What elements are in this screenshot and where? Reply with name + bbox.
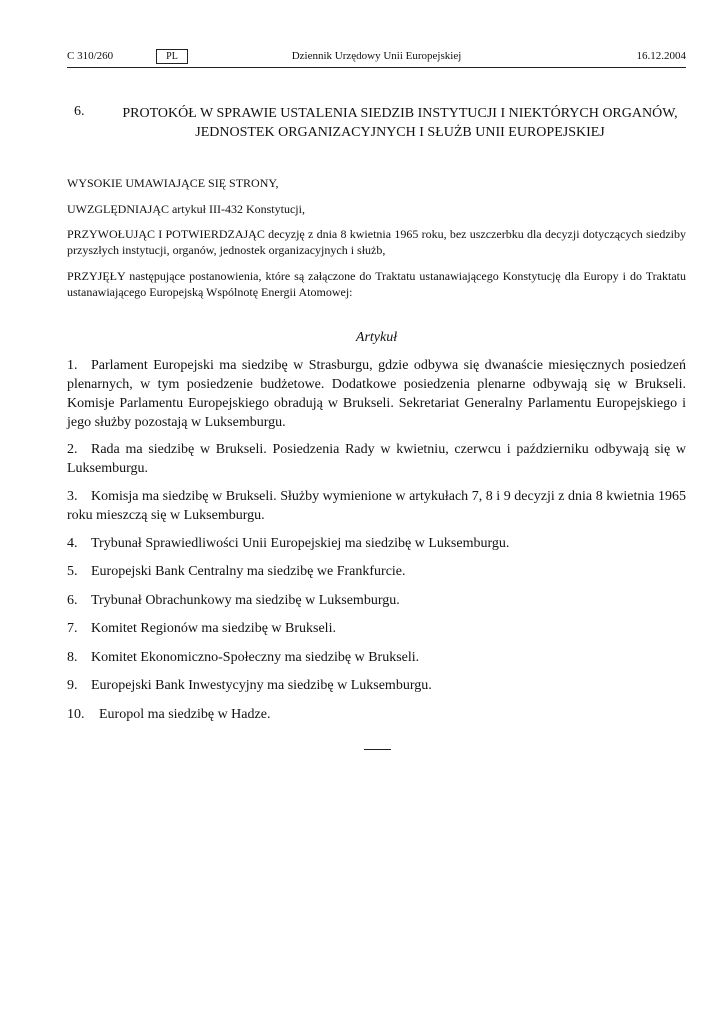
header-divider [67, 67, 686, 68]
preamble-parties: WYSOKIE UMAWIAJĄCE SIĘ STRONY, [67, 176, 279, 190]
point-number: 8. [67, 650, 78, 665]
article-point-1 [67, 356, 686, 432]
preamble-having-regard: UWZGLĘDNIAJĄC artykuł III-432 Konstytucji, [67, 202, 305, 216]
preamble-recalling: PRZYWOŁUJĄC I POTWIERDZAJĄC decyzję z dnia 8 kwietnia 1965 roku, bez uszczerbku dla decyzji dotyczących siedziby przyszłych instytucji, organów, jednostek organizacyjnych i służb, [67, 227, 686, 257]
point-text: Europejski Bank Inwestycyjny ma siedzibę w Luksemburgu. [91, 678, 432, 693]
article-point-8 [67, 648, 686, 667]
point-number: 5. [67, 564, 78, 579]
point-text: Europol ma siedzibę w Hadze. [99, 707, 271, 722]
point-number: 4. [67, 536, 78, 551]
point-number: 6. [67, 593, 78, 608]
article-point-4 [67, 534, 686, 553]
point-text: Trybunał Sprawiedliwości Unii Europejskiej ma siedzibę w Luksemburgu. [91, 536, 510, 551]
protocol-number: 6. [74, 104, 85, 119]
preamble-agreed: PRZYJĘŁY następujące postanowienia, które są załączone do Traktatu ustanawiającego Konstytucję dla Europy i do Traktatu ustanawiającego Europejską Wspólnotę Energii Atomowej: [67, 269, 686, 299]
page-header [67, 46, 686, 66]
point-text: Rada ma siedzibę w Brukseli. Posiedzenia Rady w kwietniu, czerwcu i październiku odbywają się w Luksemburgu. [67, 442, 686, 476]
closing-rule [364, 749, 391, 750]
article-point-10 [67, 705, 686, 724]
point-text: Trybunał Obrachunkowy ma siedzibę w Luksemburgu. [91, 593, 400, 608]
article-heading: Artykuł [355, 330, 398, 345]
protocol-title-line-2: JEDNOSTEK ORGANIZACYJNYCH I SŁUŻB UNII EUROPEJSKIEJ [195, 125, 605, 140]
point-number: 9. [67, 678, 78, 693]
point-number: 3. [67, 489, 78, 504]
point-text: Parlament Europejski ma siedzibę w Strasburgu, gdzie odbywa się dwanaście miesięcznych posiedzeń plenarnych, w tym posiedzenie budżetowe. Dodatkowe posiedzenia plenarne odbywają się w Brukseli. Komisje Parlamentu Europejskiego obradują w Brukseli. Sekretariat Generalny Parlamentu Europejskiego i jego służby pozostają w Luksemburgu. [67, 358, 686, 430]
article-point-2 [67, 440, 686, 478]
point-text: Komisja ma siedzibę w Brukseli. Służby wymienione w artykułach 7, 8 i 9 decyzji z dnia 8 kwietnia 1965 roku mieszczą się w Luksemburgu. [67, 489, 686, 523]
article-point-6 [67, 591, 686, 610]
point-text: Komitet Ekonomiczno-Społeczny ma siedzibę w Brukseli. [91, 650, 420, 665]
point-text: Komitet Regionów ma siedzibę w Brukseli. [91, 621, 336, 636]
article-point-9 [67, 676, 686, 695]
article-point-5 [67, 562, 686, 581]
article-point-7 [67, 619, 686, 638]
point-number: 2. [67, 442, 78, 457]
publication-date: 16.12.2004 [636, 50, 686, 62]
point-number: 7. [67, 621, 78, 636]
article-point-3 [67, 487, 686, 525]
point-number: 1. [67, 358, 78, 373]
point-text: Europejski Bank Centralny ma siedzibę we Frankfurcie. [91, 564, 406, 579]
language-badge: PL [156, 49, 188, 64]
protocol-title-line-1: PROTOKÓŁ W SPRAWIE USTALENIA SIEDZIB INSTYTUCJI I NIEKTÓRYCH ORGANÓW, [122, 106, 678, 121]
protocol-title [100, 104, 700, 142]
journal-title: Dziennik Urzędowy Unii Europejskiej [291, 50, 462, 62]
journal-reference: C 310/260 [67, 50, 114, 62]
point-number: 10. [67, 707, 85, 722]
